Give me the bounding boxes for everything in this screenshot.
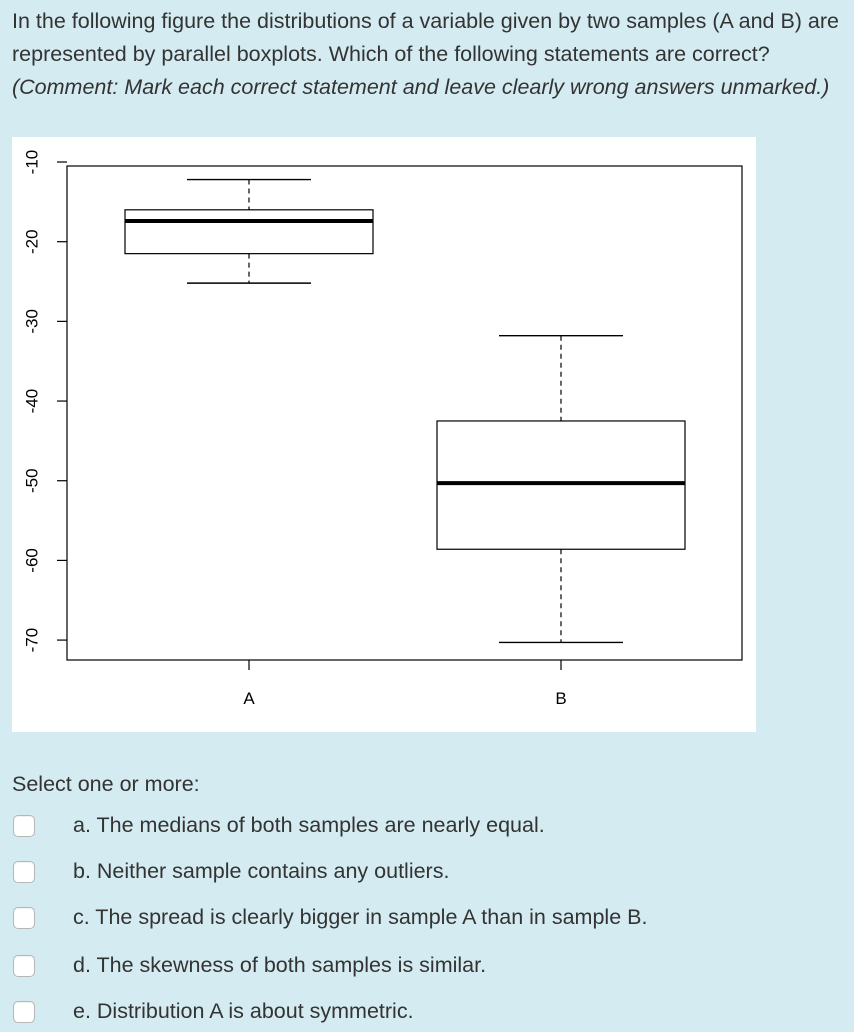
answer-option-e[interactable]: [0, 992, 854, 1032]
answer-option-b[interactable]: [0, 852, 854, 892]
answer-d-checkbox[interactable]: [13, 955, 35, 977]
question-comment: (Comment: Mark each correct statement and leave clearly wrong answers unmarked.): [12, 75, 830, 99]
box-a-iqr: [125, 210, 373, 254]
x-tick-label-b: B: [555, 689, 567, 708]
x-tick-label-a: A: [243, 689, 255, 708]
answer-a-label[interactable]: a. The medians of both samples are nearly equal.: [73, 813, 545, 837]
answer-b-checkbox[interactable]: [13, 861, 35, 883]
y-tick-label: -60: [22, 548, 42, 573]
select-prompt: Select one or more:: [12, 772, 200, 796]
answer-c-checkbox[interactable]: [13, 907, 35, 929]
y-tick-label: -70: [22, 627, 42, 653]
answer-e-label[interactable]: e. Distribution A is about symmetric.: [73, 999, 414, 1023]
answer-a-checkbox[interactable]: [13, 815, 35, 837]
answer-option-c[interactable]: [0, 898, 854, 938]
y-tick-label: -10: [22, 149, 42, 175]
boxplot-figure: [12, 137, 756, 732]
y-tick-label: -50: [22, 468, 42, 494]
answer-c-label[interactable]: c. The spread is clearly bigger in sample A than in sample B.: [73, 905, 648, 929]
answer-b-label[interactable]: b. Neither sample contains any outliers.: [73, 859, 450, 883]
y-tick-label: -20: [22, 229, 42, 254]
answer-option-d[interactable]: [0, 946, 854, 986]
boxplot-chart: [12, 137, 756, 732]
answer-d-label[interactable]: d. The skewness of both samples is similar.: [73, 953, 487, 977]
y-tick-label: -40: [22, 388, 42, 414]
answer-option-a[interactable]: [0, 806, 854, 846]
y-tick-label: -30: [22, 309, 42, 334]
question-main-text: In the following figure the distributions of a variable given by two samples (A and B) are represented by parallel boxplots. Which of the following statements are correct?: [12, 9, 840, 66]
question-text: [12, 5, 842, 104]
answer-e-checkbox[interactable]: [13, 1001, 35, 1023]
